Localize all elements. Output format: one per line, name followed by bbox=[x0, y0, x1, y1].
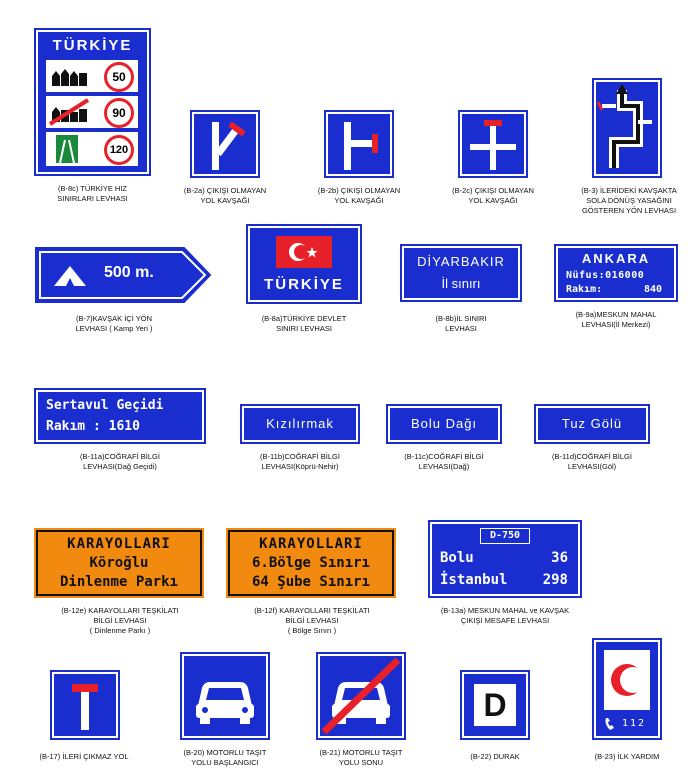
dead-end-icon bbox=[54, 674, 116, 736]
sign-b13a-distance bbox=[430, 522, 580, 596]
sign-b22-bus-stop bbox=[462, 672, 528, 738]
caption-b8c: (B-8c) TÜRKİYE HIZ SINIRLARI LEVHASI bbox=[57, 184, 128, 203]
rest-line3: Dinlenme Parkı bbox=[59, 574, 178, 590]
caption-b20: (B-20) MOTORLU TAŞIT YOLU BAŞLANGICI bbox=[183, 748, 267, 767]
emergency-number: 112 bbox=[622, 718, 647, 729]
caption-b2b: (B-2b) ÇIKIŞI OLMAYAN YOL KAVŞAĞI bbox=[317, 186, 401, 205]
caption-b11d: (B-11d)COĞRAFİ BİLGİ LEVHASI(Göl) bbox=[552, 452, 632, 471]
caption-b11c: (B-11c)COĞRAFİ BİLGİ LEVHASI(Dağ) bbox=[404, 452, 484, 471]
dest1-city: Bolu bbox=[440, 550, 474, 566]
sign-b12f-region bbox=[228, 530, 394, 596]
motorway-icon bbox=[46, 132, 90, 166]
region-line2: 6.Bölge Sınırı bbox=[251, 555, 370, 571]
sign-b21-motorway-end bbox=[318, 654, 404, 738]
lake-name: Tuz Gölü bbox=[561, 416, 623, 431]
dest2-distance: 298 bbox=[542, 572, 568, 588]
caption-b9a: (B-9a)MESKUN MAHAL LEVHASI(İl Merkezi) bbox=[575, 310, 657, 329]
sign-b2c-junction bbox=[460, 112, 526, 176]
caption-b11a: (B-11a)COĞRAFİ BİLGİ LEVHASI(Dağ Geçidi) bbox=[80, 452, 160, 471]
junction-cross-icon bbox=[462, 114, 524, 174]
rest-line2: Köroğlu bbox=[89, 555, 149, 571]
pass-altitude: Rakım : 1610 bbox=[46, 419, 140, 434]
mountain-name: Bolu Dağı bbox=[410, 416, 478, 431]
altitude-value: 840 bbox=[644, 284, 663, 295]
caption-b22: (B-22) DURAK bbox=[470, 752, 520, 761]
altitude-label: Rakım: bbox=[566, 284, 603, 295]
junction-left-branch-icon bbox=[194, 114, 256, 174]
speed-limit-50: 50 bbox=[104, 62, 134, 92]
speed-panel-motorway bbox=[46, 132, 138, 166]
buildings-icon bbox=[46, 60, 90, 92]
sign-b8a-border bbox=[248, 226, 360, 302]
region-line1: KARAYOLLARI bbox=[259, 536, 363, 552]
phone-icon bbox=[602, 716, 622, 732]
bus-stop-letter: D bbox=[474, 684, 516, 726]
caption-b2a: (B-2a) ÇIKIŞI OLMAYAN YOL KAVŞAĞI bbox=[183, 186, 267, 205]
province-name: DİYARBAKIR bbox=[417, 254, 505, 269]
camp-distance: 500 m. bbox=[104, 264, 154, 281]
sign-b20-motorway-start bbox=[182, 654, 268, 738]
sign-b17-dead-end bbox=[52, 672, 118, 738]
sign-b8c-title: TÜRKİYE bbox=[52, 37, 133, 54]
crescent-star-icon bbox=[276, 236, 332, 268]
caption-b11b: (B-11b)COĞRAFİ BİLGİ LEVHASI(Köprü-Nehir) bbox=[260, 452, 340, 471]
population: Nüfus:016000 bbox=[566, 270, 645, 281]
river-name: Kızılırmak bbox=[266, 416, 334, 431]
caption-b12e: (B-12e) KARAYOLLARI TEŞKİLATI BİLGİ LEVHASI ( Dinlenme Parkı ) bbox=[61, 606, 179, 635]
region-line3: 64 Şube Sınırı bbox=[251, 574, 370, 590]
speed-limit-90: 90 bbox=[104, 98, 134, 128]
caption-b3: (B-3) İLERİDEKİ KAVŞAKTA SOLA DÖNÜŞ YASAĞINI GÖSTEREN YÖN LEVHASI bbox=[581, 186, 677, 215]
pass-name: Sertavul Geçidi bbox=[46, 398, 164, 413]
first-aid-panel bbox=[604, 650, 650, 710]
buildings-crossed-icon bbox=[46, 96, 90, 128]
border-text: TÜRKİYE bbox=[264, 276, 344, 293]
speed-limit-120: 120 bbox=[104, 135, 134, 165]
dest1-distance: 36 bbox=[551, 550, 568, 566]
sign-b3-direction bbox=[594, 80, 660, 176]
red-crescent-icon bbox=[604, 650, 650, 710]
caption-b21: (B-21) MOTORLU TAŞIT YOLU SONU bbox=[319, 748, 403, 767]
settlement-name: ANKARA bbox=[581, 251, 651, 266]
speed-panel-settlement bbox=[46, 60, 138, 92]
caption-b8a: (B-8a)TÜRKİYE DEVLET SINIRI LEVHASI bbox=[261, 314, 347, 333]
sign-b11c-mountain bbox=[388, 406, 500, 442]
no-left-turn-route-icon bbox=[596, 82, 658, 174]
sign-b8c-speed-limits bbox=[36, 30, 149, 174]
sign-b7-camp bbox=[34, 246, 214, 304]
road-number: D-750 bbox=[480, 528, 530, 544]
caption-b8b: (B-8b)İL SINIRI LEVHASI bbox=[435, 314, 487, 333]
junction-right-icon bbox=[328, 114, 390, 174]
rest-line1: KARAYOLLARI bbox=[67, 536, 171, 552]
caption-b12f: (B-12f) KARAYOLLARI TEŞKİLATI BİLGİ LEVHASI ( Bölge Sınırı ) bbox=[254, 606, 370, 635]
dest2-city: İstanbul bbox=[440, 572, 508, 588]
sign-b2b-junction bbox=[326, 112, 392, 176]
turkish-flag bbox=[276, 236, 332, 268]
sign-b11b-river bbox=[242, 406, 358, 442]
car-icon bbox=[184, 656, 266, 736]
sign-b2a-junction bbox=[192, 112, 258, 176]
province-border-label: İl sınırı bbox=[441, 276, 481, 291]
sign-b12e-rest-area bbox=[36, 530, 202, 596]
caption-b17: (B-17) İLERİ ÇIKMAZ YOL bbox=[39, 752, 129, 761]
caption-b7: (B-7)KAVŞAK İÇİ YÖN LEVHASI ( Kamp Yeri ) bbox=[75, 314, 153, 333]
speed-panel-outside bbox=[46, 96, 138, 128]
sign-b9a-settlement bbox=[556, 246, 676, 300]
sign-b8b-province bbox=[402, 246, 520, 300]
car-crossed-icon bbox=[320, 656, 402, 736]
caption-b2c: (B-2c) ÇIKIŞI OLMAYAN YOL KAVŞAĞI bbox=[452, 186, 534, 205]
sign-b11d-lake bbox=[536, 406, 648, 442]
sign-b23-first-aid bbox=[594, 640, 660, 738]
caption-b13a: (B-13a) MESKUN MAHAL ve KAVŞAK ÇIKIŞI MESAFE LEVHASI bbox=[440, 606, 570, 625]
caption-b23: (B-23) İLK YARDIM bbox=[594, 752, 660, 761]
sign-b11a-pass bbox=[36, 390, 204, 442]
